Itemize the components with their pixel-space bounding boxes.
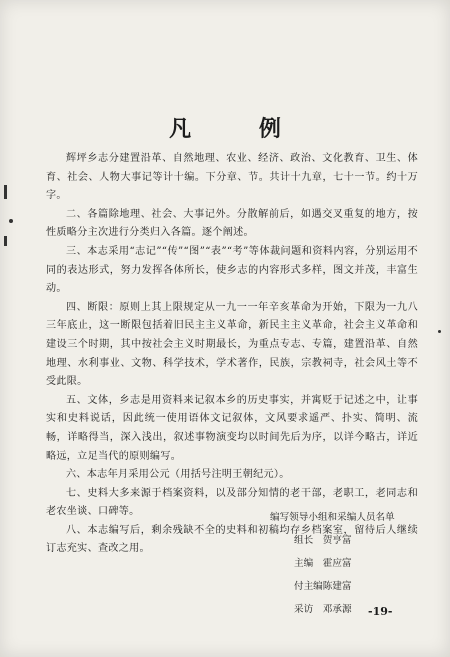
staff-row: 付主编陈建富 bbox=[294, 581, 352, 592]
paragraph-4: 四、断限：原则上其上限规定从一九一一年辛亥革命为开始，下限为一九八三年底止，这一断限包括着旧民主主义革命，新民主主义革命，社会主义革命和建设三个时期，其中按社会主义时期最长，为重点专志、专篇，建置沿革、自然地理、水利事业、文物、科学技术，学术著作，民族，宗教祠寺，社会风土等不受此限。 bbox=[46, 301, 418, 388]
paragraph-5: 五、文体，乡志是用资料来记叙本乡的历史事实，并寓贬于记述之中，让事实和史料说话，因此统一使用语体文记叙体，文风要求遥严、扑实、简明、流畅，详略得当，深入浅出，叙述事物演变均以时间先后为序，以详今略古，详近略远，立足当代的原则编写。 bbox=[46, 394, 418, 462]
page-title: 凡 例 bbox=[169, 116, 311, 142]
paragraph-6: 六、本志年月采用公元（用括号注明王朝纪元）。 bbox=[66, 469, 290, 481]
document-body bbox=[46, 150, 418, 559]
ink-speck bbox=[9, 219, 13, 223]
paragraph-3: 三、本志采用“志记”“传”“图”“表”“考”等体裁问题和资料内容，分别运用不同的表达形式，努力发挥各体所长，使乡志的内容形式多样，图文并茂，丰富生动。 bbox=[46, 245, 418, 295]
staff-heading: 编写领导小组和采编人员名单 bbox=[270, 512, 395, 523]
staff-row: 采访 邓承源 bbox=[294, 604, 352, 615]
ink-speck bbox=[438, 330, 441, 333]
staff-list bbox=[270, 506, 395, 621]
paragraph-1: 辉坪乡志分建置沿革、自然地理、农业、经济、政治、文化教育、卫生、体育、社会、人物大事记等计十编。下分章、节。共计十九章，七十一节。约十万字。 bbox=[46, 153, 418, 202]
paragraph-7: 七、史料大多来源于档案资料，以及部分知情的老干部，老职工，老同志和老农坐谈、口碑等。 bbox=[46, 487, 418, 518]
binding-mark bbox=[4, 185, 7, 199]
staff-row: 主编 霍应富 bbox=[294, 558, 352, 569]
page-number: -19- bbox=[368, 605, 393, 618]
binding-mark bbox=[4, 236, 7, 246]
paragraph-8: 八、本志编写后，剩余残缺不全的史料和初稿均存乡档案室，留待后人继续订志充实、查改之用。 bbox=[46, 524, 418, 555]
paragraph-2: 二、各篇除地理、社会、大事记外。分散解前后，如遇交叉重复的地方，按性质略分主次进行分类归入各篇。逐个阐述。 bbox=[46, 208, 418, 239]
staff-row: 组长 贺亨富 bbox=[294, 535, 352, 546]
